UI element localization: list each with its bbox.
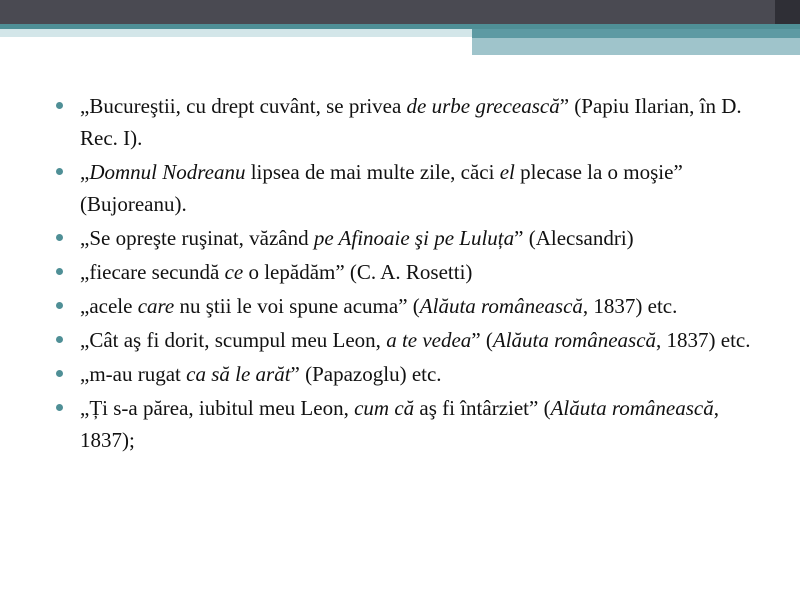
bullet-text: ” (Papazoglu) etc. (290, 362, 442, 386)
bullet-item (56, 222, 776, 254)
bullet-text: „fiecare secundă (80, 260, 225, 284)
bullet-text: plecase la o moşie” (Bujoreanu). (80, 160, 683, 216)
italic-text: cum că (354, 396, 415, 420)
italic-text: a te vedea (386, 328, 472, 352)
italic-text: care (137, 294, 175, 318)
header-band-mid-top (472, 29, 800, 38)
slide-content (56, 90, 776, 458)
italic-text: de urbe grecească (406, 94, 560, 118)
bullet-dot-icon (56, 302, 63, 309)
italic-text: Domnul Nodreanu (89, 160, 246, 184)
bullet-text: , 1837) etc. (656, 328, 751, 352)
bullet-dot-icon (56, 102, 63, 109)
bullet-item (56, 156, 776, 220)
italic-text: ce (224, 260, 244, 284)
bullet-text: „Bucureştii, cu drept cuvânt, se privea (80, 94, 407, 118)
bullet-item (56, 324, 776, 356)
bullet-dot-icon (56, 370, 63, 377)
bullet-text: , 1837) etc. (582, 294, 678, 318)
bullet-text: aş fi întârziet” ( (414, 396, 551, 420)
italic-text: ca să le arăt (186, 362, 291, 386)
bullet-text: „Ți s-a părea, iubitul meu Leon, (80, 396, 355, 420)
bullet-item (56, 358, 776, 390)
bullet-list (56, 90, 776, 456)
bullet-text: lipsea de mai multe zile, căci (245, 160, 500, 184)
italic-text: Alăuta românească (492, 328, 657, 352)
header-band-light (0, 29, 472, 37)
bullet-text: ” (Alecsandri) (514, 226, 634, 250)
bullet-dot-icon (56, 168, 63, 175)
italic-text: el (499, 160, 515, 184)
bullet-dot-icon (56, 234, 63, 241)
bullet-text: „Se opreşte ruşinat, văzând (80, 226, 314, 250)
header-band-dark-corner (775, 0, 800, 24)
bullet-text: „m-au rugat (80, 362, 187, 386)
bullet-text: o lepădăm” (C. A. Rosetti) (243, 260, 473, 284)
bullet-item (56, 392, 776, 456)
bullet-text: „Cât aş fi dorit, scumpul meu Leon, (80, 328, 387, 352)
bullet-text: „ (80, 160, 90, 184)
bullet-dot-icon (56, 404, 63, 411)
italic-text: Alăuta românească (419, 294, 583, 318)
bullet-text: nu ştii le voi spune acuma” ( (174, 294, 420, 318)
bullet-item (56, 90, 776, 154)
bullet-text: , 1837); (80, 396, 719, 452)
bullet-dot-icon (56, 336, 63, 343)
bullet-item (56, 290, 776, 322)
header-band-dark (0, 0, 800, 24)
bullet-text: „acele (80, 294, 138, 318)
bullet-text: ” (Papiu Ilarian, în D. Rec. I). (80, 94, 742, 150)
bullet-item (56, 256, 776, 288)
italic-text: pe Afinoaie şi pe Luluța (313, 226, 515, 250)
bullet-dot-icon (56, 268, 63, 275)
bullet-text: ” ( (471, 328, 493, 352)
italic-text: Alăuta românească (550, 396, 714, 420)
